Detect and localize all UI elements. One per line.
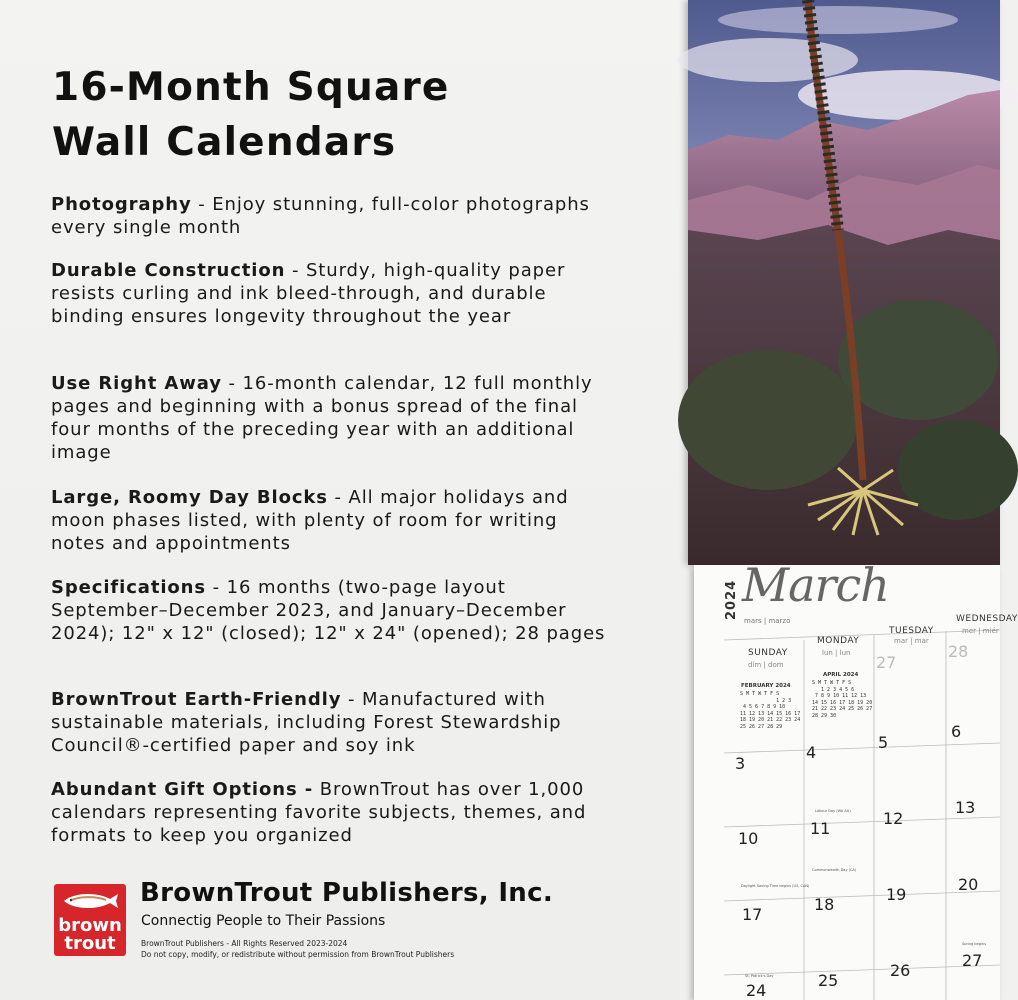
browntrout-logo <box>54 884 126 956</box>
feature-use-right-away: Use Right Away - 16-month calendar, 12 full monthly pages and beginning with a bonus spread of the final four months of the preceding year with an additional image <box>51 373 593 463</box>
date-5: 5 <box>878 733 889 752</box>
legal-line-1: BrownTrout Publishers - All Rights Reserved 2023-2024 <box>141 939 348 948</box>
date-27: 27 <box>962 951 983 970</box>
title-line-2: Wall Calendars <box>52 120 397 165</box>
date-20: 20 <box>958 875 979 894</box>
mini-cal-feb-title: FEBRUARY 2024 <box>741 683 791 689</box>
day-header-wednesday: WEDNESDAY <box>956 614 1018 624</box>
publisher-legal <box>141 938 454 960</box>
mini-cal-apr-title: APRIL 2024 <box>823 672 859 678</box>
feature-durable-construction: Durable Construction - Sturdy, high-quality paper resists curling and ink bleed-through, and durable binding ensures longevity throughout the year <box>51 260 566 327</box>
title-line-1: 16-Month Square <box>52 65 450 110</box>
holiday-note-stpatrick: St. Patrick's Day <box>745 974 774 978</box>
feature-specifications: Specifications - 16 months (two-page layout September–December 2023, and January–December 2024); 12" x 12" (closed); 12" x 24" (opened); 28 pages <box>51 577 606 644</box>
day-header-monday: MONDAY <box>817 636 860 646</box>
publisher-tagline: Connectig People to Their Passions <box>141 913 386 929</box>
date-17: 17 <box>742 905 763 924</box>
date-19: 19 <box>886 885 907 904</box>
calendar-year: 2024 <box>724 579 739 620</box>
day-sub-wednesday: mer | miér <box>962 627 999 635</box>
date-11: 11 <box>810 819 831 838</box>
logo-word-brown: brown <box>58 915 122 936</box>
month-name: March <box>742 558 889 612</box>
day-header-tuesday: TUESDAY <box>889 626 934 636</box>
date-24: 24 <box>746 981 767 1000</box>
date-4: 4 <box>806 743 817 762</box>
feature-day-blocks: Large, Roomy Day Blocks - All major holidays and moon phases listed, with plenty of room for writing notes and appointments <box>51 487 569 554</box>
calendar-page <box>694 565 1000 1000</box>
mini-cal-feb: S M T W T F S 1 2 3 4 5 6 7 8 9 10 11 12 13 14 15 16 17 18 19 20 21 22 23 24 25 26 27 28 29 <box>740 691 801 730</box>
date-3: 3 <box>735 754 746 773</box>
date-10: 10 <box>738 829 759 848</box>
holiday-note-spring: Spring begins <box>962 942 987 946</box>
date-13: 13 <box>955 798 976 817</box>
trout-icon <box>60 890 120 912</box>
date-6: 6 <box>951 722 962 741</box>
holiday-note-labour: Labour Day (WA AU) <box>815 809 851 813</box>
date-18: 18 <box>814 895 835 914</box>
day-sub-sunday: dim | dom <box>748 661 784 669</box>
calendar-photo <box>688 0 1000 565</box>
date-prev-28: 28 <box>948 642 969 661</box>
logo-word-trout: trout <box>64 933 116 954</box>
date-25: 25 <box>818 971 839 990</box>
feature-photography: Photography - Enjoy stunning, full-color photographs every single month <box>51 194 590 238</box>
feature-earth-friendly: BrownTrout Earth-Friendly - Manufactured with sustainable materials, including Forest Stewardship Council®-certified paper and soy ink <box>51 689 562 756</box>
date-26: 26 <box>890 961 911 980</box>
page-title <box>52 60 652 170</box>
month-subtitle: mars | marzo <box>744 617 791 625</box>
date-prev-27: 27 <box>876 653 897 672</box>
feature-gift-options: Abundant Gift Options - BrownTrout has over 1,000 calendars representing favorite subjects, themes, and formats to keep you organized <box>51 779 587 846</box>
publisher-name: BrownTrout Publishers, Inc. <box>140 878 554 908</box>
legal-line-2: Do not copy, modify, or redistribute without permission from BrownTrout Publishers <box>141 950 455 959</box>
day-sub-tuesday: mar | mar <box>894 637 929 645</box>
holiday-note-dst: Daylight Saving Time begins (US, CAN) <box>741 884 810 888</box>
day-sub-monday: lun | lun <box>822 649 851 657</box>
day-header-sunday: SUNDAY <box>748 648 788 658</box>
date-12: 12 <box>883 809 904 828</box>
holiday-note-commonwealth: Commonwealth Day (CA) <box>812 868 857 872</box>
mini-cal-apr: S M T W T F S 1 2 3 4 5 6 7 8 9 10 11 12 13 14 15 16 17 18 19 20 21 22 23 24 25 26 27 28 29 30 <box>812 680 873 719</box>
